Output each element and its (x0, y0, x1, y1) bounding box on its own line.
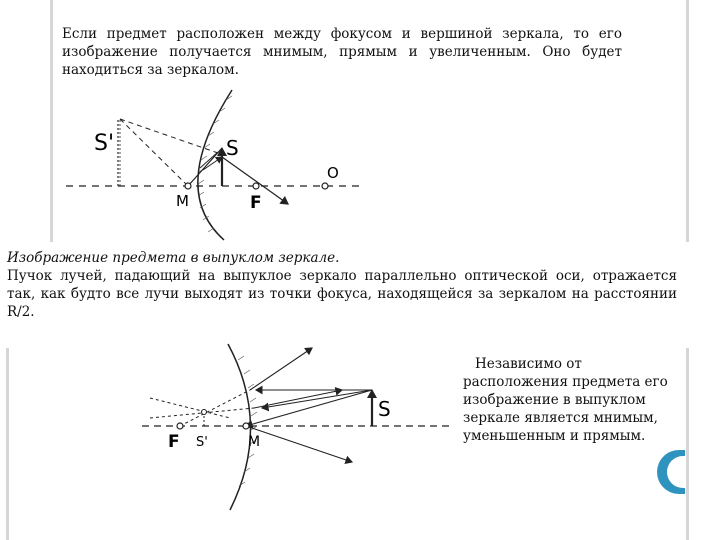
label-object-2: S (378, 397, 391, 421)
convex-mirror-text: Пучок лучей, падающий на выпуклое зеркало параллельно оптической оси, отражается так, как будто все лучи выходят из точки фокуса, находящейся за зеркалом на расстоянии R/2. (7, 268, 677, 320)
label-center-1: O (327, 164, 339, 182)
label-focus-2: F (168, 432, 180, 452)
point-focus-2 (177, 423, 183, 429)
label-focus-1: F (250, 193, 262, 213)
label-vertex-1: M (176, 192, 189, 210)
convex-image-summary: Независимо от расположения предмета его изображение в выпуклом зеркале является мнимым, уменьшенным и прямым. (463, 356, 668, 444)
concave-mirror-text: Если предмет расположен между фокусом и вершиной зеркала, то его изображение получается мнимым, прямым и увеличенным. Оно будет находиться за зеркалом. (62, 26, 622, 78)
point-image-2 (202, 410, 207, 415)
convex-mirror-heading: Изображение предмета в выпуклом зеркале. (7, 250, 340, 266)
mirror-hatching-2 (238, 356, 257, 486)
label-image-2: S' (196, 435, 208, 450)
point-vertex-2 (243, 423, 249, 429)
label-object-1: S (226, 136, 239, 160)
label-image-1: S' (94, 131, 115, 156)
label-vertex-2: M (248, 434, 261, 450)
